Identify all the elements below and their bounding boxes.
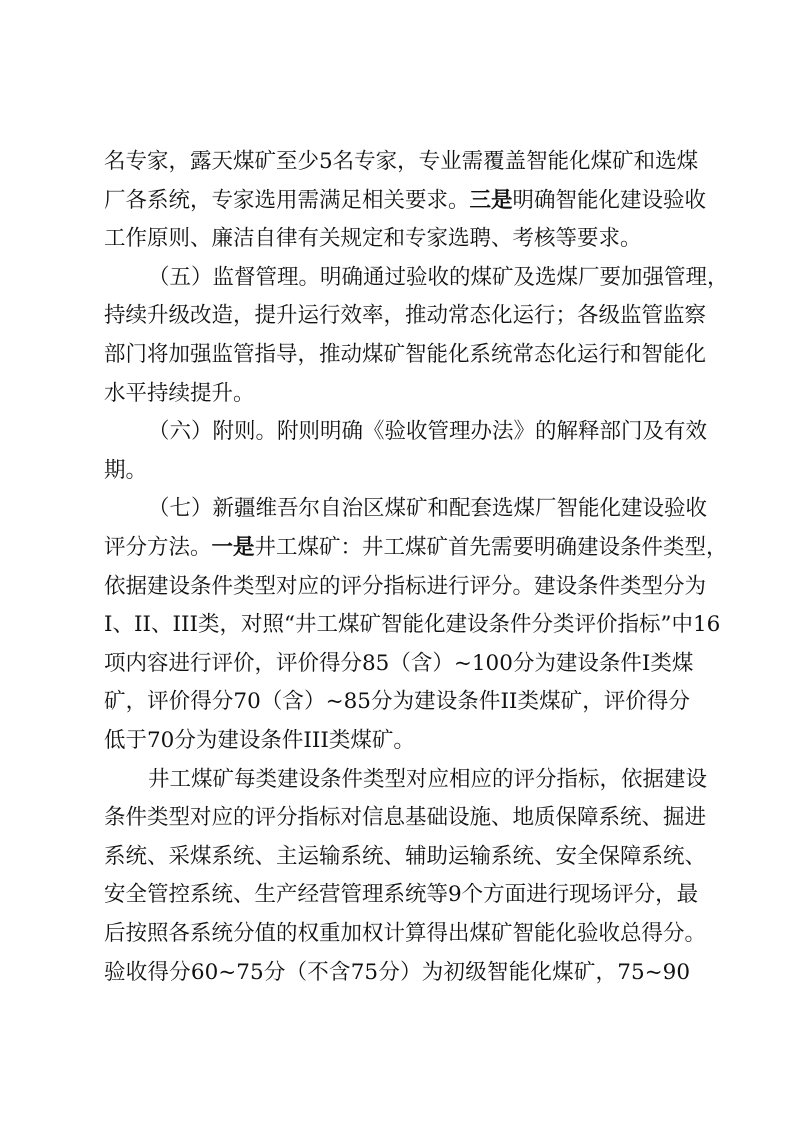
text-line xyxy=(104,915,707,953)
text-segment: 厂各系统，专家选用需满足相关要求。 xyxy=(104,187,470,213)
text-segment: （五）监督管理。明确通过验收的煤矿及选煤厂要加强管理， xyxy=(148,264,729,290)
text-segment: 系统、采煤系统、主运输系统、辅助运输系统、安全保障系统、 xyxy=(104,843,707,869)
text-line xyxy=(104,297,707,335)
text-segment: 持续升级改造，提升运行效率，推动常态化运行；各级监管监察 xyxy=(104,303,707,329)
text-line xyxy=(104,143,699,181)
text-line xyxy=(104,336,707,374)
text-segment: 矿，评价得分70（含）~85分为建设条件II类煤矿，评价得分 xyxy=(104,689,690,715)
text-segment: 依据建设条件类型对应的评分指标进行评分。建设条件类型分为 xyxy=(104,573,707,599)
text-line xyxy=(104,568,707,606)
text-segment: （六）附则。附则明确《验收管理办法》的解释部门及有效 xyxy=(148,419,708,445)
text-line xyxy=(148,761,708,799)
text-line xyxy=(104,799,707,837)
bold-text: 三是 xyxy=(469,187,513,213)
text-line xyxy=(104,375,690,413)
text-segment: 水平持续提升。 xyxy=(104,380,255,406)
text-segment: 低于70分为建设条件III类煤矿。 xyxy=(104,728,415,753)
text-segment: 项内容进行评价，评价得分85（含）~100分为建设条件I类煤 xyxy=(104,650,694,676)
text-line xyxy=(104,722,690,760)
text-segment: 井工煤矿每类建设条件类型对应相应的评分指标，依据建设 xyxy=(148,766,708,792)
text-line xyxy=(104,220,690,258)
text-line xyxy=(104,876,699,914)
text-line xyxy=(104,683,690,721)
text-line xyxy=(104,182,707,220)
text-segment: 期。 xyxy=(104,457,148,483)
text-line xyxy=(148,413,708,451)
text-line xyxy=(104,645,694,683)
bold-text: 一是 xyxy=(211,535,255,560)
text-line xyxy=(104,954,690,992)
text-line xyxy=(104,452,690,490)
text-segment: I、II、III类，对照“井工煤矿智能化建设条件分类评价指标”中16 xyxy=(104,612,721,638)
text-segment: 验收得分60~75分（不含75分）为初级智能化煤矿，75~90 xyxy=(104,959,690,985)
text-line xyxy=(104,606,721,644)
text-segment: 后按照各系统分值的权重加权计算得出煤矿智能化验收总得分。 xyxy=(104,921,707,946)
text-segment: 条件类型对应的评分指标对信息基础设施、地质保障系统、掘进 xyxy=(104,805,707,831)
text-segment: 安全管控系统、生产经营管理系统等9个方面进行现场评分，最 xyxy=(104,882,699,908)
text-segment: 明确智能化建设验收 xyxy=(512,187,707,213)
text-segment: （七）新疆维吾尔自治区煤矿和配套选煤厂智能化建设验收 xyxy=(148,496,708,522)
text-segment: 名专家，露天煤矿至少5名专家，专业需覆盖智能化煤矿和选煤 xyxy=(104,149,699,174)
text-segment: 井工煤矿：井工煤矿首先需要明确建设条件类型， xyxy=(254,535,728,560)
text-line xyxy=(148,490,708,528)
text-line xyxy=(104,838,707,876)
text-line xyxy=(104,529,728,567)
text-line xyxy=(148,259,729,297)
text-segment: 评分方法。 xyxy=(104,535,212,560)
text-segment: 工作原则、廉洁自律有关规定和专家选聘、考核等要求。 xyxy=(104,226,642,252)
text-segment: 部门将加强监管指导，推动煤矿智能化系统常态化运行和智能化 xyxy=(104,342,707,367)
